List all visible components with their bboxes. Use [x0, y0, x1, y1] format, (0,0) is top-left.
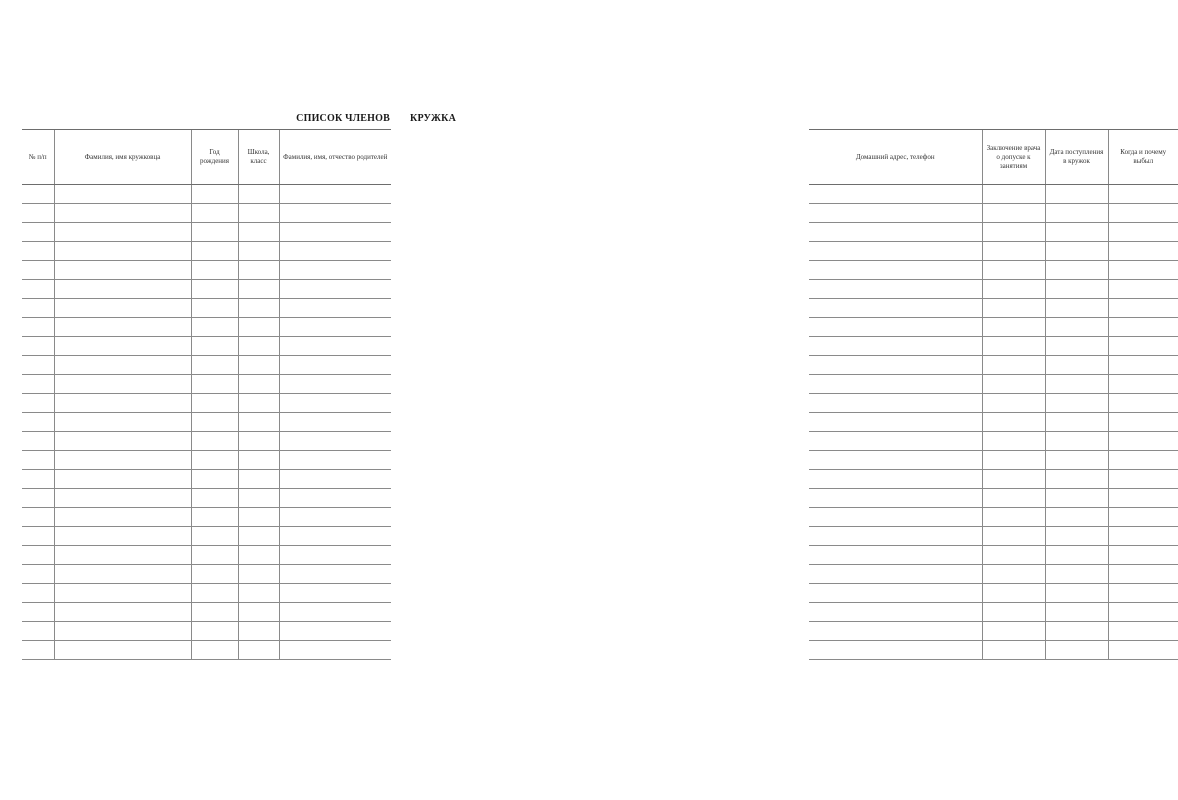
- table-cell: [22, 394, 54, 413]
- table-cell: [1108, 527, 1178, 546]
- table-cell: [982, 204, 1045, 223]
- table-cell: [982, 584, 1045, 603]
- table-cell: [238, 470, 279, 489]
- table-cell: [1045, 223, 1108, 242]
- table-cell: [982, 337, 1045, 356]
- table-cell: [238, 394, 279, 413]
- table-cell: [22, 546, 54, 565]
- table-cell: [54, 223, 191, 242]
- table-row: [22, 565, 391, 584]
- column-header-parents-name: Фамилия, имя, отчество родителей: [279, 130, 391, 185]
- table-cell: [809, 489, 982, 508]
- table-cell: [982, 565, 1045, 584]
- table-cell: [982, 242, 1045, 261]
- table-row: [809, 318, 1178, 337]
- table-cell: [1045, 185, 1108, 204]
- table-cell: [22, 318, 54, 337]
- table-cell: [191, 375, 238, 394]
- table-cell: [1045, 280, 1108, 299]
- table-cell: [238, 508, 279, 527]
- members-table-left: [22, 129, 391, 660]
- table-row: [22, 242, 391, 261]
- table-row: [809, 584, 1178, 603]
- table-row: [22, 432, 391, 451]
- form-title-left: СПИСОК ЧЛЕНОВ: [296, 113, 390, 124]
- table-cell: [279, 280, 391, 299]
- table-cell: [982, 470, 1045, 489]
- table-row: [809, 337, 1178, 356]
- table-cell: [1045, 204, 1108, 223]
- table-cell: [809, 432, 982, 451]
- table-cell: [279, 356, 391, 375]
- table-cell: [809, 242, 982, 261]
- table-cell: [809, 261, 982, 280]
- table-cell: [238, 413, 279, 432]
- table-cell: [54, 261, 191, 280]
- table-cell: [191, 185, 238, 204]
- table-cell: [54, 394, 191, 413]
- table-cell: [22, 242, 54, 261]
- table-cell: [191, 603, 238, 622]
- table-cell: [22, 337, 54, 356]
- left-page: [0, 0, 400, 800]
- table-row: [809, 432, 1178, 451]
- table-cell: [22, 375, 54, 394]
- table-row: [22, 508, 391, 527]
- table-cell: [54, 508, 191, 527]
- table-cell: [982, 489, 1045, 508]
- table-row: [22, 584, 391, 603]
- table-cell: [54, 356, 191, 375]
- table-cell: [22, 565, 54, 584]
- table-cell: [279, 204, 391, 223]
- table-cell: [1045, 356, 1108, 375]
- column-header-member-name: Фамилия, имя кружковца: [54, 130, 191, 185]
- table-cell: [1108, 413, 1178, 432]
- table-cell: [982, 185, 1045, 204]
- table-cell: [809, 470, 982, 489]
- table-cell: [279, 470, 391, 489]
- table-cell: [238, 489, 279, 508]
- table-row: [22, 223, 391, 242]
- table-cell: [1045, 565, 1108, 584]
- table-cell: [54, 546, 191, 565]
- table-cell: [22, 261, 54, 280]
- table-cell: [22, 280, 54, 299]
- table-cell: [238, 432, 279, 451]
- table-cell: [279, 375, 391, 394]
- table-row: [809, 622, 1178, 641]
- table-cell: [1108, 451, 1178, 470]
- table-cell: [54, 489, 191, 508]
- table-cell: [1108, 261, 1178, 280]
- table-cell: [1045, 375, 1108, 394]
- table-cell: [22, 527, 54, 546]
- table-cell: [191, 204, 238, 223]
- table-cell: [54, 204, 191, 223]
- table-cell: [982, 413, 1045, 432]
- table-cell: [809, 451, 982, 470]
- table-cell: [54, 318, 191, 337]
- table-cell: [1045, 242, 1108, 261]
- table-cell: [809, 413, 982, 432]
- members-table-right: [809, 129, 1178, 660]
- table-cell: [1108, 546, 1178, 565]
- table-cell: [22, 413, 54, 432]
- column-header-doctor-clearance: Заключение врача о допуске к занятиям: [982, 130, 1045, 185]
- table-cell: [279, 318, 391, 337]
- table-cell: [191, 413, 238, 432]
- table-cell: [982, 318, 1045, 337]
- table-cell: [54, 565, 191, 584]
- table-cell: [982, 394, 1045, 413]
- table-cell: [1045, 394, 1108, 413]
- table-cell: [279, 223, 391, 242]
- table-cell: [809, 622, 982, 641]
- table-cell: [22, 432, 54, 451]
- table-cell: [982, 451, 1045, 470]
- table-cell: [1108, 489, 1178, 508]
- table-cell: [982, 622, 1045, 641]
- table-row: [809, 299, 1178, 318]
- table-row: [22, 622, 391, 641]
- table-cell: [982, 223, 1045, 242]
- table-cell: [1108, 242, 1178, 261]
- table-row: [809, 641, 1178, 660]
- table-cell: [1108, 356, 1178, 375]
- table-cell: [809, 565, 982, 584]
- table-row: [809, 394, 1178, 413]
- table-cell: [1108, 375, 1178, 394]
- table-cell: [238, 622, 279, 641]
- table-cell: [1045, 603, 1108, 622]
- table-cell: [22, 356, 54, 375]
- table-cell: [191, 223, 238, 242]
- table-cell: [279, 394, 391, 413]
- table-cell: [1108, 565, 1178, 584]
- table-cell: [1045, 261, 1108, 280]
- table-row: [22, 318, 391, 337]
- table-cell: [54, 527, 191, 546]
- table-cell: [1045, 546, 1108, 565]
- table-cell: [279, 299, 391, 318]
- table-cell: [1108, 470, 1178, 489]
- table-row: [22, 356, 391, 375]
- table-row: [809, 204, 1178, 223]
- column-header-number: № п/п: [22, 130, 54, 185]
- table-cell: [191, 432, 238, 451]
- table-cell: [1045, 318, 1108, 337]
- table-cell: [982, 299, 1045, 318]
- table-cell: [1045, 451, 1108, 470]
- table-cell: [54, 622, 191, 641]
- table-cell: [1108, 641, 1178, 660]
- table-cell: [191, 565, 238, 584]
- table-cell: [191, 261, 238, 280]
- table-cell: [22, 489, 54, 508]
- table-cell: [1045, 470, 1108, 489]
- table-cell: [982, 280, 1045, 299]
- table-cell: [279, 451, 391, 470]
- table-cell: [1108, 204, 1178, 223]
- column-header-school-class: Школа, класс: [238, 130, 279, 185]
- table-cell: [809, 375, 982, 394]
- table-cell: [279, 413, 391, 432]
- table-cell: [982, 546, 1045, 565]
- table-cell: [238, 223, 279, 242]
- table-row: [809, 508, 1178, 527]
- table-row: [809, 527, 1178, 546]
- table-cell: [279, 527, 391, 546]
- table-cell: [191, 356, 238, 375]
- table-cell: [809, 318, 982, 337]
- table-row: [809, 565, 1178, 584]
- table-cell: [238, 242, 279, 261]
- table-cell: [1108, 432, 1178, 451]
- table-cell: [54, 470, 191, 489]
- table-cell: [279, 432, 391, 451]
- table-cell: [238, 527, 279, 546]
- table-cell: [238, 356, 279, 375]
- table-row: [22, 185, 391, 204]
- table-cell: [1045, 508, 1108, 527]
- table-row: [22, 394, 391, 413]
- table-cell: [982, 508, 1045, 527]
- table-cell: [1108, 584, 1178, 603]
- header-row: [22, 130, 391, 185]
- table-row: [22, 337, 391, 356]
- table-cell: [809, 337, 982, 356]
- table-cell: [1108, 394, 1178, 413]
- table-cell: [809, 280, 982, 299]
- table-cell: [279, 584, 391, 603]
- table-cell: [1108, 299, 1178, 318]
- table-row: [22, 641, 391, 660]
- table-cell: [191, 470, 238, 489]
- table-row: [809, 603, 1178, 622]
- table-cell: [22, 470, 54, 489]
- table-row: [22, 527, 391, 546]
- table-row: [22, 413, 391, 432]
- table-cell: [982, 261, 1045, 280]
- table-cell: [22, 508, 54, 527]
- table-cell: [809, 508, 982, 527]
- table-cell: [238, 337, 279, 356]
- table-cell: [191, 337, 238, 356]
- table-cell: [279, 565, 391, 584]
- table-row: [809, 280, 1178, 299]
- table-cell: [279, 603, 391, 622]
- table-cell: [191, 584, 238, 603]
- table-cell: [191, 508, 238, 527]
- table-cell: [1045, 622, 1108, 641]
- table-cell: [1045, 584, 1108, 603]
- table-cell: [191, 641, 238, 660]
- table-row: [809, 375, 1178, 394]
- table-cell: [809, 394, 982, 413]
- table-cell: [238, 565, 279, 584]
- table-cell: [54, 242, 191, 261]
- table-row: [809, 185, 1178, 204]
- table-cell: [238, 299, 279, 318]
- table-cell: [279, 641, 391, 660]
- table-cell: [809, 185, 982, 204]
- table-cell: [54, 185, 191, 204]
- table-cell: [191, 280, 238, 299]
- table-cell: [1108, 508, 1178, 527]
- table-cell: [22, 299, 54, 318]
- table-row: [809, 451, 1178, 470]
- table-cell: [54, 299, 191, 318]
- table-cell: [191, 489, 238, 508]
- table-cell: [1108, 318, 1178, 337]
- table-cell: [1108, 337, 1178, 356]
- table-cell: [22, 622, 54, 641]
- table-cell: [191, 546, 238, 565]
- column-header-leave-reason: Когда и почему выбыл: [1108, 130, 1178, 185]
- table-cell: [191, 299, 238, 318]
- column-header-join-date: Дата поступления в кружок: [1045, 130, 1108, 185]
- table-row: [22, 261, 391, 280]
- table-cell: [238, 603, 279, 622]
- table-cell: [238, 204, 279, 223]
- table-row: [809, 242, 1178, 261]
- table-cell: [54, 337, 191, 356]
- table-cell: [191, 451, 238, 470]
- table-cell: [809, 356, 982, 375]
- table-cell: [982, 375, 1045, 394]
- table-cell: [22, 185, 54, 204]
- table-cell: [982, 527, 1045, 546]
- table-cell: [982, 641, 1045, 660]
- table-row: [22, 451, 391, 470]
- table-cell: [238, 185, 279, 204]
- table-cell: [1108, 622, 1178, 641]
- table-cell: [238, 584, 279, 603]
- table-cell: [809, 527, 982, 546]
- table-row: [809, 489, 1178, 508]
- table-cell: [238, 375, 279, 394]
- table-cell: [279, 489, 391, 508]
- table-cell: [191, 622, 238, 641]
- table-cell: [279, 261, 391, 280]
- table-cell: [22, 451, 54, 470]
- table-cell: [809, 546, 982, 565]
- table-cell: [238, 318, 279, 337]
- table-cell: [191, 242, 238, 261]
- table-row: [22, 470, 391, 489]
- table-cell: [1045, 413, 1108, 432]
- table-cell: [1045, 337, 1108, 356]
- table-row: [809, 413, 1178, 432]
- table-cell: [238, 261, 279, 280]
- table-row: [809, 261, 1178, 280]
- table-cell: [54, 413, 191, 432]
- table-row: [22, 489, 391, 508]
- table-cell: [809, 641, 982, 660]
- table-cell: [279, 622, 391, 641]
- table-cell: [1045, 299, 1108, 318]
- table-body-left: [22, 185, 391, 660]
- table-cell: [279, 546, 391, 565]
- table-cell: [1108, 185, 1178, 204]
- form-title-right: КРУЖКА: [410, 113, 457, 124]
- table-cell: [809, 299, 982, 318]
- table-cell: [1108, 223, 1178, 242]
- table-cell: [54, 641, 191, 660]
- table-row: [809, 546, 1178, 565]
- table-cell: [982, 356, 1045, 375]
- table-body-right: [809, 185, 1178, 660]
- table-cell: [279, 242, 391, 261]
- table-row: [22, 280, 391, 299]
- table-cell: [1108, 603, 1178, 622]
- table-row: [22, 375, 391, 394]
- table-cell: [54, 584, 191, 603]
- table-cell: [238, 546, 279, 565]
- table-cell: [809, 603, 982, 622]
- table-cell: [238, 280, 279, 299]
- column-header-home-address: Домашний адрес, телефон: [809, 130, 982, 185]
- table-cell: [279, 185, 391, 204]
- table-cell: [809, 204, 982, 223]
- table-row: [22, 204, 391, 223]
- table-cell: [191, 394, 238, 413]
- table-cell: [22, 223, 54, 242]
- table-cell: [54, 451, 191, 470]
- table-cell: [1045, 432, 1108, 451]
- table-cell: [279, 337, 391, 356]
- table-cell: [54, 280, 191, 299]
- table-cell: [238, 641, 279, 660]
- table-cell: [54, 375, 191, 394]
- table-cell: [809, 223, 982, 242]
- table-cell: [191, 318, 238, 337]
- table-cell: [1108, 280, 1178, 299]
- table-cell: [982, 603, 1045, 622]
- table-cell: [238, 451, 279, 470]
- column-header-birth-year: Год рождения: [191, 130, 238, 185]
- table-cell: [279, 508, 391, 527]
- header-row: [809, 130, 1178, 185]
- table-cell: [982, 432, 1045, 451]
- table-row: [22, 546, 391, 565]
- table-cell: [54, 432, 191, 451]
- table-row: [809, 470, 1178, 489]
- table-cell: [22, 603, 54, 622]
- table-cell: [191, 527, 238, 546]
- table-row: [809, 356, 1178, 375]
- table-cell: [1045, 489, 1108, 508]
- table-cell: [22, 641, 54, 660]
- table-row: [809, 223, 1178, 242]
- right-page: [400, 0, 1167, 800]
- table-row: [22, 603, 391, 622]
- table-cell: [22, 204, 54, 223]
- table-cell: [1045, 527, 1108, 546]
- table-row: [22, 299, 391, 318]
- table-cell: [22, 584, 54, 603]
- table-cell: [809, 584, 982, 603]
- table-cell: [54, 603, 191, 622]
- table-cell: [1045, 641, 1108, 660]
